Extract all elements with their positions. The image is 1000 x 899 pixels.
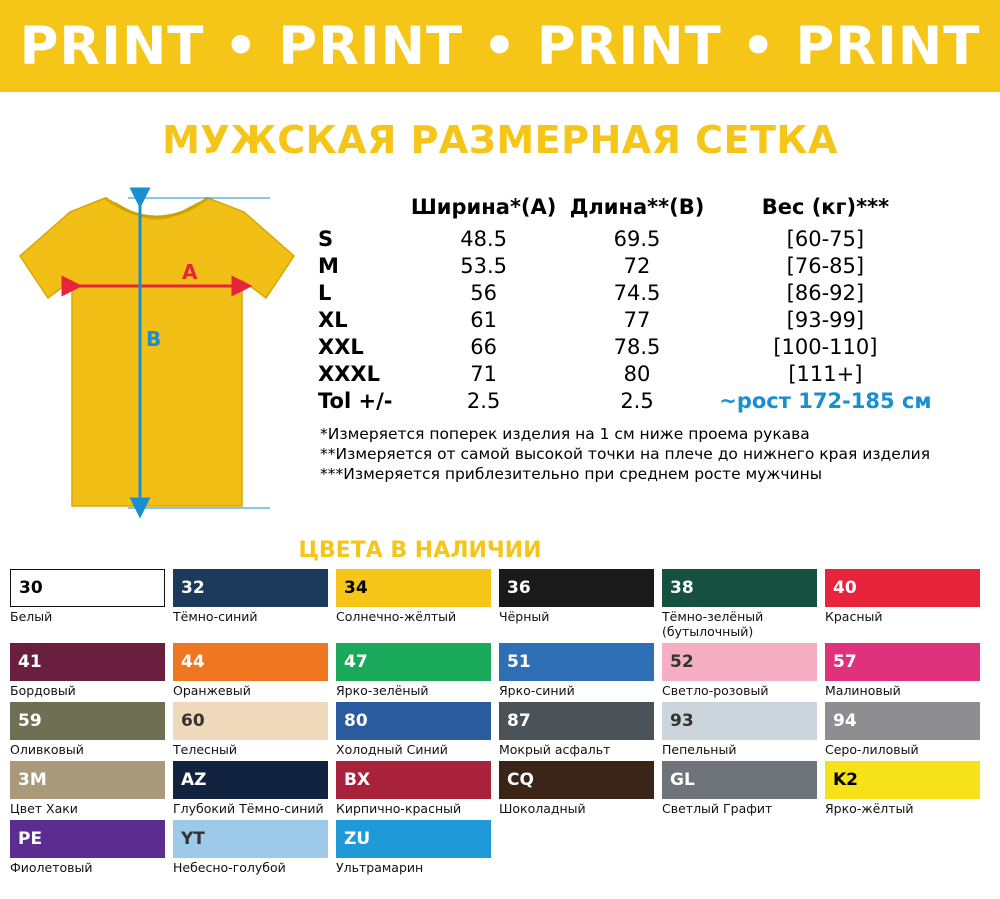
cell-weight: [86-92]	[786, 280, 865, 305]
cell-length: 77	[623, 307, 651, 332]
color-chip[interactable]	[825, 643, 980, 681]
cell-length: 72	[623, 253, 651, 278]
color-chip[interactable]	[499, 569, 654, 607]
color-name: Светлый Графит	[662, 801, 773, 816]
color-name: Ярко-синий	[499, 683, 575, 698]
color-name: Оливковый	[10, 742, 84, 757]
color-code: 59	[18, 711, 42, 731]
table-row	[310, 387, 940, 414]
color-chip[interactable]	[173, 761, 328, 799]
color-code: 51	[507, 652, 531, 672]
cell-length: 80	[623, 361, 651, 386]
color-code: ZU	[344, 829, 371, 849]
color-name: Оранжевый	[173, 683, 251, 698]
cell-size: M	[318, 253, 339, 278]
cell-size: Tol +/-	[318, 388, 393, 413]
color-name: Глубокий Тёмно-синий	[173, 801, 324, 816]
color-chip[interactable]	[499, 761, 654, 799]
color-chip[interactable]	[10, 761, 165, 799]
cell-width: 2.5	[466, 388, 501, 413]
color-swatch[interactable]	[173, 702, 328, 757]
cell-width: 61	[470, 307, 497, 332]
cell-length: 2.5	[620, 388, 654, 413]
color-chip[interactable]	[662, 761, 817, 799]
table-row	[310, 279, 940, 306]
cell-weight: [111+]	[788, 361, 863, 386]
col-width: Ширина*(A)	[410, 195, 557, 219]
color-code: 60	[181, 711, 205, 731]
color-chip[interactable]	[825, 761, 980, 799]
color-chip[interactable]	[336, 820, 491, 858]
color-chip[interactable]	[336, 569, 491, 607]
color-swatch[interactable]	[336, 643, 491, 698]
table-row	[310, 333, 940, 360]
cell-width: 71	[470, 361, 497, 386]
color-swatch[interactable]	[10, 643, 165, 698]
color-chip[interactable]	[173, 702, 328, 740]
label-b: B	[146, 327, 162, 351]
cell-size: S	[318, 226, 334, 251]
color-swatch[interactable]	[336, 761, 491, 816]
color-code: 87	[507, 711, 531, 731]
color-swatch[interactable]	[662, 569, 817, 639]
color-code: 36	[507, 578, 531, 598]
color-name: Кирпично-красный	[336, 801, 462, 816]
color-name: Светло-розовый	[662, 683, 769, 698]
color-chip[interactable]	[173, 643, 328, 681]
color-chip[interactable]	[336, 761, 491, 799]
color-chip[interactable]	[662, 702, 817, 740]
color-swatch[interactable]	[10, 569, 165, 639]
color-code: AZ	[181, 770, 207, 790]
color-name: Шоколадный	[499, 801, 586, 816]
table-header-row	[310, 194, 940, 225]
color-swatch[interactable]	[10, 761, 165, 816]
color-chip[interactable]	[10, 820, 165, 858]
color-name: Ярко-жёлтый	[825, 801, 914, 816]
color-swatch[interactable]	[336, 820, 491, 875]
color-swatch-grid	[0, 563, 1000, 875]
color-name: Фиолетовый	[10, 860, 93, 875]
cell-weight: [93-99]	[786, 307, 865, 332]
cell-length: 69.5	[613, 226, 661, 251]
measurement-notes	[310, 424, 950, 484]
color-chip[interactable]	[825, 569, 980, 607]
color-code: 40	[833, 578, 857, 598]
color-name: Телесный	[173, 742, 238, 757]
color-code: 3M	[18, 770, 47, 790]
color-name: Тёмно-синий	[173, 609, 258, 624]
color-swatch[interactable]	[825, 643, 980, 698]
color-chip[interactable]	[173, 820, 328, 858]
cell-length: 78.5	[613, 334, 661, 359]
color-code: 41	[18, 652, 42, 672]
color-code: 93	[670, 711, 694, 731]
cell-width: 48.5	[460, 226, 507, 251]
size-table	[310, 194, 940, 414]
color-code: 32	[181, 578, 205, 598]
color-swatch[interactable]	[173, 820, 328, 875]
color-code: K2	[833, 770, 859, 790]
size-table-body	[310, 225, 940, 414]
color-code: 38	[670, 578, 694, 598]
color-name: Холодный Синий	[336, 742, 448, 757]
cell-size: XXL	[318, 334, 364, 359]
color-chip[interactable]	[336, 643, 491, 681]
color-swatch[interactable]	[662, 761, 817, 816]
cell-size: XXXL	[318, 361, 380, 386]
color-code: 57	[833, 652, 857, 672]
color-name: Красный	[825, 609, 883, 624]
color-name: Небесно-голубой	[173, 860, 286, 875]
color-swatch[interactable]	[10, 820, 165, 875]
page-title: МУЖСКАЯ РАЗМЕРНАЯ СЕТКА	[162, 118, 838, 162]
tshirt-illustration	[10, 176, 310, 536]
main-content	[0, 176, 1000, 536]
color-swatch[interactable]	[499, 702, 654, 757]
cell-weight: [60-75]	[786, 226, 865, 251]
color-code: GL	[670, 770, 695, 790]
color-name: Серо-лиловый	[825, 742, 919, 757]
height-note: ~рост 172-185 см	[719, 388, 932, 413]
color-code: 34	[344, 578, 368, 598]
color-code: CQ	[507, 770, 534, 790]
color-name: Ярко-зелёный	[336, 683, 429, 698]
color-name: Бордовый	[10, 683, 76, 698]
color-swatch[interactable]	[173, 569, 328, 639]
cell-size: L	[318, 280, 332, 305]
color-chip[interactable]	[499, 702, 654, 740]
print-banner	[0, 0, 1000, 92]
cell-length: 74.5	[613, 280, 661, 305]
note-3: ***Измеряется приблезительно при среднем росте мужчины	[320, 465, 822, 483]
color-chip[interactable]	[10, 702, 165, 740]
col-weight: Вес (кг)***	[761, 195, 890, 219]
color-swatch[interactable]	[825, 761, 980, 816]
color-code: PE	[18, 829, 43, 849]
color-name: Чёрный	[499, 609, 550, 624]
col-length: Длина**(B)	[569, 195, 705, 219]
color-code: 47	[344, 652, 368, 672]
color-chip[interactable]	[662, 643, 817, 681]
color-swatch[interactable]	[825, 702, 980, 757]
color-chip[interactable]	[10, 643, 165, 681]
table-row	[310, 360, 940, 387]
color-name: Тёмно-зелёный (бутылочный)	[662, 609, 764, 639]
color-swatch[interactable]	[10, 702, 165, 757]
color-chip[interactable]	[336, 702, 491, 740]
note-1: *Измеряется поперек изделия на 1 см ниже проема рукава	[320, 425, 810, 443]
col-size	[310, 194, 404, 225]
color-swatch[interactable]	[499, 643, 654, 698]
color-swatch[interactable]	[662, 643, 817, 698]
size-table-wrap	[310, 176, 1000, 536]
color-name: Цвет Хаки	[10, 801, 78, 816]
cell-size: XL	[318, 307, 348, 332]
color-name: Ультрамарин	[336, 860, 424, 875]
color-swatch[interactable]	[825, 569, 980, 639]
cell-width: 56	[470, 280, 497, 305]
cell-width: 53.5	[460, 253, 507, 278]
color-code: 52	[670, 652, 694, 672]
colors-title: ЦВЕТА В НАЛИЧИИ	[298, 538, 542, 563]
color-name: Малиновый	[825, 683, 901, 698]
cell-weight: [100-110]	[773, 334, 878, 359]
color-code: 30	[19, 578, 43, 598]
color-code: 44	[181, 652, 205, 672]
color-swatch[interactable]	[173, 643, 328, 698]
color-swatch[interactable]	[499, 761, 654, 816]
color-code: BX	[344, 770, 371, 790]
color-chip[interactable]	[825, 702, 980, 740]
table-row	[310, 225, 940, 252]
color-chip[interactable]	[499, 643, 654, 681]
note-2: **Измеряется от самой высокой точки на плече до нижнего края изделия	[320, 445, 931, 463]
banner-text: PRINT • PRINT • PRINT • PRINT	[19, 15, 981, 77]
color-code: YT	[181, 829, 205, 849]
color-name: Солнечно-жёлтый	[336, 609, 457, 624]
color-code: 80	[344, 711, 368, 731]
color-swatch[interactable]	[499, 569, 654, 639]
cell-weight: [76-85]	[786, 253, 865, 278]
color-chip[interactable]	[10, 569, 165, 607]
table-row	[310, 306, 940, 333]
color-swatch[interactable]	[173, 761, 328, 816]
color-name: Пепельный	[662, 742, 737, 757]
label-a: A	[182, 260, 198, 284]
color-swatch[interactable]	[662, 702, 817, 757]
tshirt-diagram	[10, 176, 310, 536]
color-code: 94	[833, 711, 857, 731]
color-swatch[interactable]	[336, 569, 491, 639]
color-name: Мокрый асфальт	[499, 742, 611, 757]
color-name: Белый	[10, 609, 53, 624]
cell-width: 66	[470, 334, 497, 359]
color-chip[interactable]	[173, 569, 328, 607]
color-swatch[interactable]	[336, 702, 491, 757]
table-row	[310, 252, 940, 279]
color-chip[interactable]	[662, 569, 817, 607]
